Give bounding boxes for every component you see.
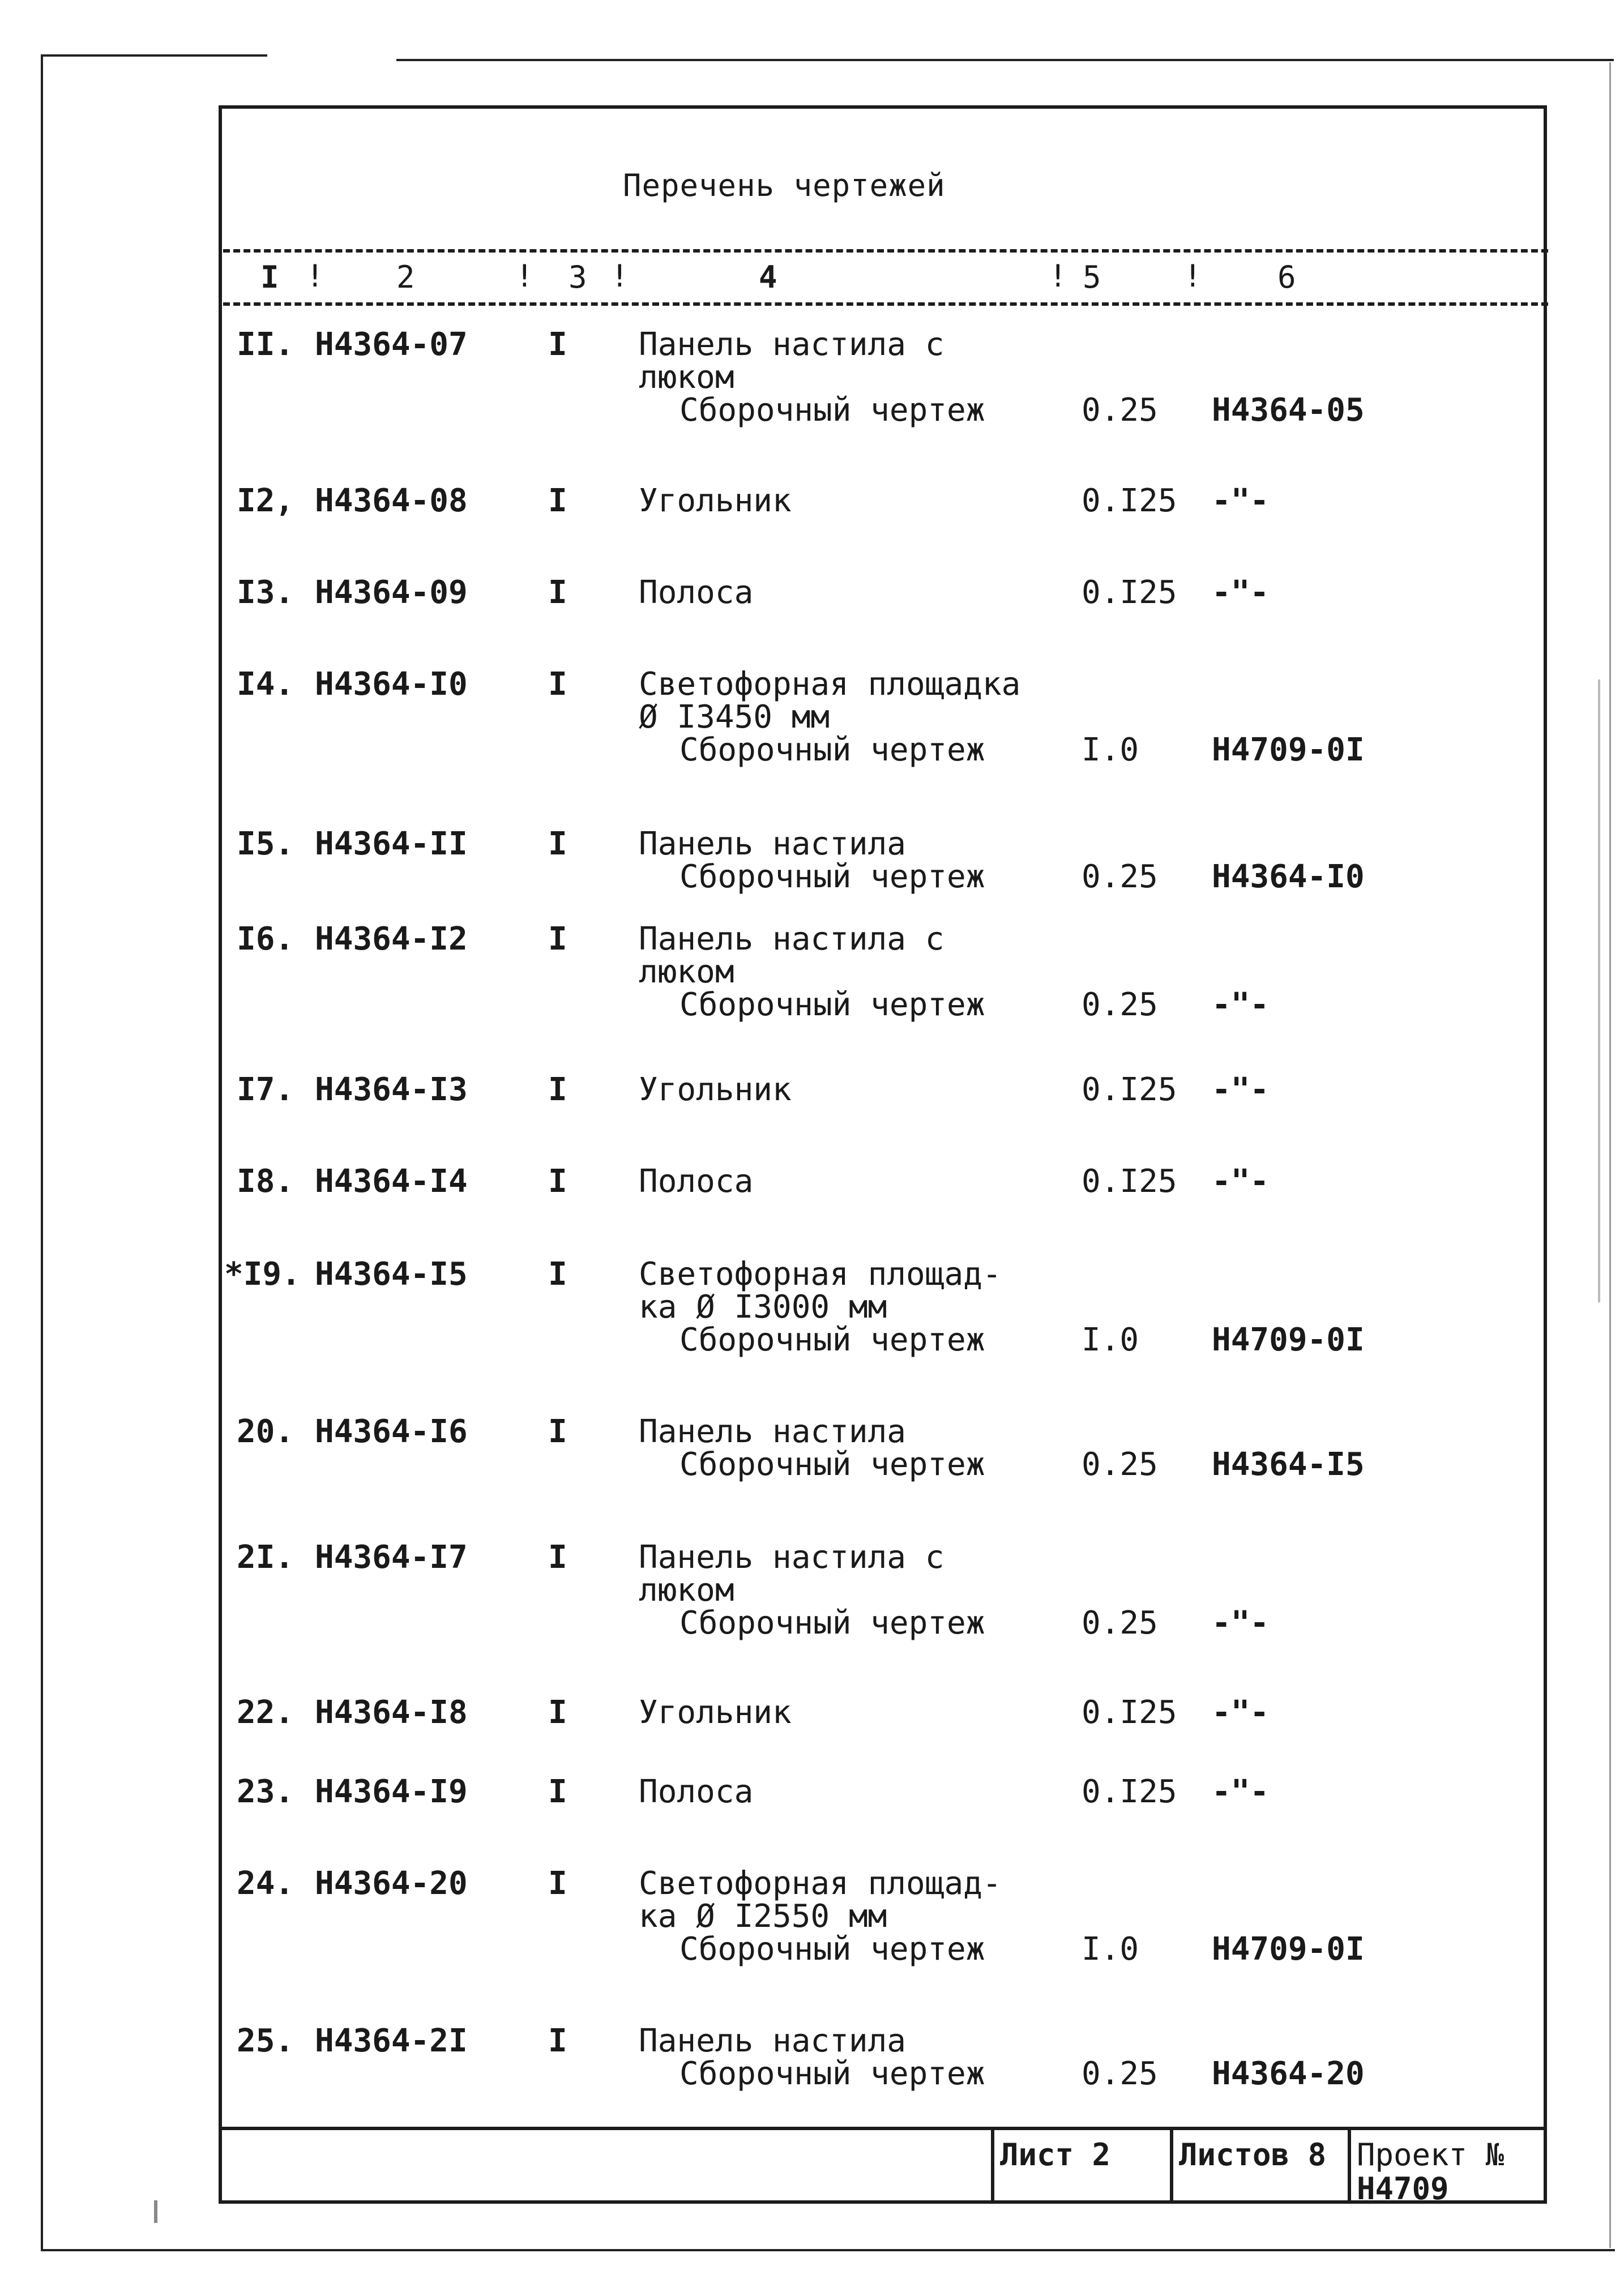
quantity: I <box>548 1539 567 1576</box>
reference-drawing: -"- <box>1212 482 1270 519</box>
quantity: I <box>548 666 567 703</box>
drawing-name-line: Полоса <box>639 1163 754 1200</box>
reference-drawing: -"- <box>1212 1773 1270 1810</box>
drawing-name-line: Полоса <box>639 1773 754 1810</box>
drawing-name-line: Сборочный чертеж <box>679 2055 985 2092</box>
column-header-6: 6 <box>1277 259 1296 295</box>
mass: 0.I25 <box>1082 1071 1177 1108</box>
column-header-4: 4 <box>759 259 777 295</box>
mass: 0.I25 <box>1082 574 1177 611</box>
mass: 0.25 <box>1082 392 1158 429</box>
drawing-code: Н4364-I3 <box>315 1071 468 1108</box>
reference-drawing: -"- <box>1212 986 1270 1023</box>
row-number: I3. <box>237 574 294 611</box>
quantity: I <box>548 921 567 957</box>
column-separator: ! <box>1183 258 1202 294</box>
drawing-name <box>639 576 753 609</box>
drawing-code: Н4364-I4 <box>315 1163 468 1200</box>
drawing-name-line: Сборочный чертеж <box>679 986 985 1023</box>
quantity: I <box>548 1071 567 1108</box>
outer-frame-top-line <box>396 59 1614 61</box>
drawing-name <box>639 923 985 1021</box>
mass: 0.I25 <box>1082 482 1177 519</box>
scan-mark <box>1598 679 1600 1302</box>
reference-drawing: Н4364-20 <box>1212 2055 1365 2092</box>
drawing-name-line: Ø I3450 мм <box>639 699 830 736</box>
outer-frame-top-line <box>41 54 267 57</box>
drawing-code: Н4364-I2 <box>315 921 468 957</box>
drawing-name-line: Панель настила с <box>639 326 945 363</box>
drawing-code: Н4364-I8 <box>315 1694 468 1731</box>
drawing-code: Н4364-I9 <box>315 1773 468 1810</box>
sheet-number-cell <box>991 2130 1170 2204</box>
mass: 0.25 <box>1082 986 1158 1023</box>
drawing-name-line: люком <box>639 1572 734 1609</box>
drawing-code: Н4364-08 <box>315 482 468 519</box>
column-separator: ! <box>610 258 629 294</box>
header-top-dashed-line <box>223 249 1548 253</box>
drawing-name-line: Светофорная площад- <box>639 1256 1002 1293</box>
column-header-3: 3 <box>569 259 587 295</box>
mass: 0.I25 <box>1082 1163 1177 1200</box>
title-block <box>219 2127 1547 2207</box>
drawing-name-line: Панель настила <box>639 1413 907 1450</box>
column-header-5: 5 <box>1083 259 1101 295</box>
drawing-code: Н4364-I6 <box>315 1413 468 1450</box>
drawing-name <box>639 828 985 893</box>
row-number: I8. <box>237 1163 294 1200</box>
quantity: I <box>548 574 567 611</box>
drawing-name <box>639 1071 792 1108</box>
row-number: 2I. <box>237 1539 294 1576</box>
drawing-name <box>639 1541 985 1640</box>
drawing-code: Н4364-II <box>315 826 468 862</box>
drawing-code: Н4364-07 <box>315 326 468 363</box>
drawing-name <box>639 1165 753 1198</box>
drawing-name-line: люком <box>639 954 734 990</box>
mass: 0.25 <box>1082 858 1158 895</box>
scan-mark <box>154 2200 157 2223</box>
drawing-name-line: Панель настила с <box>639 1539 945 1576</box>
sheets-count-cell <box>1170 2130 1348 2204</box>
mass: I.0 <box>1082 1931 1139 1968</box>
project-cell <box>1348 2130 1544 2207</box>
mass: 0.25 <box>1082 2055 1158 2092</box>
reference-drawing: Н4709-0I <box>1212 1322 1365 1358</box>
column-separator: ! <box>1049 258 1067 294</box>
mass: 0.I25 <box>1082 1773 1177 1810</box>
row-number: I2, <box>237 482 294 519</box>
drawing-name-line: люком <box>639 359 734 396</box>
column-header-1: I <box>260 259 279 295</box>
mass: I.0 <box>1082 732 1139 768</box>
quantity: I <box>548 1413 567 1450</box>
column-header-2: 2 <box>396 259 415 295</box>
quantity: I <box>548 1773 567 1810</box>
drawing-name-line: Сборочный чертеж <box>679 1605 985 1641</box>
reference-drawing: Н4364-I5 <box>1212 1446 1365 1483</box>
row-number: 25. <box>237 2023 294 2059</box>
reference-drawing: -"- <box>1212 1071 1270 1108</box>
row-number: I5. <box>237 826 294 862</box>
drawing-code: Н4364-2I <box>315 2023 468 2059</box>
drawing-name-line: Сборочный чертеж <box>679 392 985 429</box>
drawing-code: Н4364-I0 <box>315 666 468 703</box>
mass: 0.I25 <box>1082 1694 1177 1731</box>
drawing-name <box>639 1696 792 1729</box>
quantity: I <box>548 2023 567 2059</box>
drawing-code: Н4364-I5 <box>315 1256 468 1293</box>
drawing-name <box>639 328 985 427</box>
drawing-name-line: Угольник <box>639 1694 792 1731</box>
column-separator: ! <box>306 258 324 294</box>
drawing-code: Н4364-09 <box>315 574 468 611</box>
reference-drawing: -"- <box>1212 1694 1270 1731</box>
reference-drawing: Н4364-I0 <box>1212 858 1365 895</box>
drawing-name-line: Сборочный чертеж <box>679 1446 985 1483</box>
drawing-name <box>639 1773 754 1810</box>
drawing-name <box>639 1258 1002 1357</box>
outer-frame-right-line <box>1609 62 1611 2248</box>
drawing-name <box>639 482 792 519</box>
drawing-name-line: Панель настила с <box>639 921 945 957</box>
drawing-name-line: Угольник <box>639 1071 792 1108</box>
row-number: 22. <box>237 1694 294 1731</box>
reference-drawing: -"- <box>1212 574 1270 611</box>
reference-drawing: -"- <box>1212 1605 1270 1641</box>
drawing-code: Н4364-20 <box>315 1865 468 1902</box>
drawing-code: Н4364-I7 <box>315 1539 468 1576</box>
header-bottom-dashed-line <box>223 302 1548 306</box>
row-number: *I9. <box>224 1256 301 1293</box>
row-number: 24. <box>237 1865 294 1902</box>
mass: I.0 <box>1082 1322 1139 1358</box>
drawing-name-line: ка Ø I2550 мм <box>639 1898 887 1935</box>
page-title: Перечень чертежей <box>623 168 946 203</box>
reference-drawing: -"- <box>1212 1163 1270 1200</box>
drawing-name-line: Полоса <box>639 574 754 611</box>
drawing-name-line: Панель настила <box>639 2023 907 2059</box>
quantity: I <box>548 1163 567 1200</box>
reference-drawing: Н4709-0I <box>1212 1931 1365 1968</box>
drawing-name-line: Угольник <box>639 482 792 519</box>
drawing-name-line: Сборочный чертеж <box>679 858 985 895</box>
drawing-name-line: Панель настила <box>639 826 907 862</box>
drawing-name-line: Светофорная площадка <box>639 666 1021 703</box>
row-number: I6. <box>237 921 294 957</box>
quantity: I <box>548 1694 567 1731</box>
drawing-name-line: Сборочный чертеж <box>679 1931 985 1968</box>
drawing-name-line: Светофорная площад- <box>639 1865 1002 1902</box>
row-number: 23. <box>237 1773 294 1810</box>
quantity: I <box>548 1865 567 1902</box>
sheet-number: Лист 2 <box>1000 2137 1111 2173</box>
mass: 0.25 <box>1082 1446 1158 1483</box>
outer-frame-left-line <box>41 54 43 2251</box>
row-number: I4. <box>237 666 294 703</box>
drawing-name <box>639 1867 1002 1966</box>
row-number: II. <box>237 326 294 363</box>
drawing-name <box>639 1413 985 1483</box>
quantity: I <box>548 826 567 862</box>
sheets-count: Листов 8 <box>1179 2137 1327 2173</box>
drawing-name-line: Сборочный чертеж <box>679 1322 985 1358</box>
quantity: I <box>548 482 567 519</box>
reference-drawing: Н4364-05 <box>1212 392 1365 429</box>
row-number: 20. <box>237 1413 294 1450</box>
drawing-name <box>639 668 1020 767</box>
mass: 0.25 <box>1082 1605 1158 1641</box>
drawing-name <box>639 2025 985 2090</box>
project-label: Проект № <box>1357 2137 1505 2173</box>
drawing-name-line: ка Ø I3000 мм <box>639 1289 887 1326</box>
column-separator: ! <box>515 258 534 294</box>
reference-drawing: Н4709-0I <box>1212 732 1365 768</box>
quantity: I <box>548 326 567 363</box>
row-number: I7. <box>237 1071 294 1108</box>
project-number: Н4709 <box>1357 2171 1449 2207</box>
outer-frame-bottom-line <box>41 2249 1615 2251</box>
quantity: I <box>548 1256 567 1293</box>
drawing-name-line: Сборочный чертеж <box>679 732 985 768</box>
